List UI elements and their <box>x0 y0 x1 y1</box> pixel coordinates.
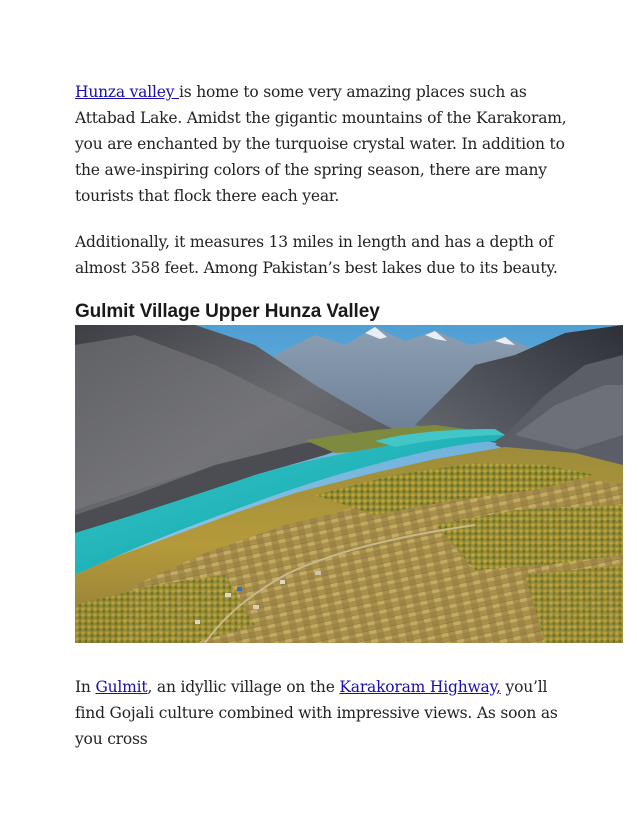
karakoram-highway-link[interactable]: Karakoram Highway, <box>339 678 501 696</box>
section-heading: Gulmit Village Upper Hunza Valley <box>75 301 380 322</box>
gulmit-text-1: In <box>75 678 96 696</box>
lake-facts-paragraph: Additionally, it measures 13 miles in length and has a depth of almost 358 feet. Among Pakistan’s best lakes due to its beauty. <box>75 233 558 277</box>
gulmit-paragraph <box>75 674 575 752</box>
intro-paragraph-text: is home to some very amazing places such as Attabad Lake. Amidst the gigantic mountains of the Karakoram, you are enchanted by the turquoise crystal water. In addition to the awe-inspiring colors of the spring season, there are many tourists that flock there each year. <box>75 83 567 205</box>
hunza-valley-link[interactable]: Hunza valley <box>75 83 179 101</box>
gulmit-text-3: you’ll find Gojali culture combined with impressive views. As soon as you cross <box>75 678 558 748</box>
gulmit-valley-photo <box>75 325 623 643</box>
intro-paragraph <box>75 79 575 209</box>
gulmit-link[interactable]: Gulmit <box>95 678 148 696</box>
gulmit-text-2: , an idyllic village on the <box>147 678 340 696</box>
